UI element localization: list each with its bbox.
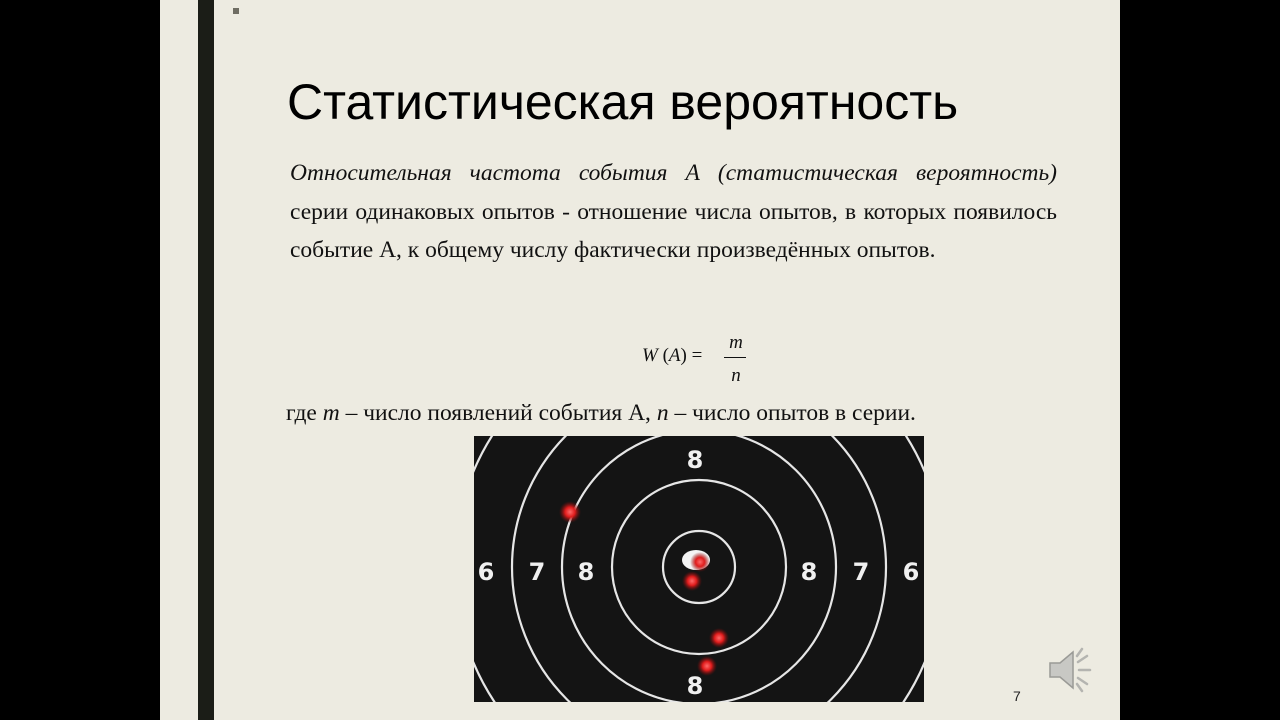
ring-label-top: 8: [686, 446, 704, 474]
slide: [160, 0, 1120, 720]
probability-formula: [642, 332, 762, 388]
ring-label-right-7: 7: [852, 558, 870, 586]
bullet-hole-5: [697, 656, 717, 676]
target-graphic: [474, 436, 924, 702]
where-var-m: m: [322, 400, 340, 426]
ring-label-right-6: 6: [902, 558, 920, 586]
ring-label-right-8: 8: [800, 558, 818, 586]
fraction-bar: [724, 357, 746, 358]
speaker-icon-graphic: [1044, 644, 1096, 696]
formula-lhs: [642, 346, 702, 365]
bullet-hole-3: [682, 571, 702, 591]
formula-open-paren: (: [657, 345, 669, 366]
shooting-target-image: [474, 436, 924, 702]
ring-label-left-8: 8: [577, 558, 595, 586]
definition-term: Относительная частота события А (статистическая вероятность): [290, 160, 1057, 186]
ring-label-bottom: 8: [686, 672, 704, 700]
ring-label-left-6: 6: [477, 558, 495, 586]
formula-denominator: n: [731, 365, 741, 386]
where-explanation: [286, 399, 916, 427]
where-m-desc: – число появлений события А,: [339, 400, 657, 426]
slide-title: Статистическая вероятность: [287, 74, 959, 130]
bullet-hole-1: [559, 501, 581, 523]
formula-close-paren: ) =: [680, 345, 703, 366]
where-var-n: n: [656, 400, 669, 426]
corner-accent-square: [233, 8, 239, 14]
definition-text: [290, 154, 1057, 270]
speaker-icon[interactable]: [1044, 644, 1096, 696]
left-accent-bar: [198, 0, 214, 720]
ring-label-left-7: 7: [528, 558, 546, 586]
definition-body: серии одинаковых опытов - отношение числа опытов, в которых появилось событие А, к общему числу фактически произведённых опытов.: [290, 198, 1057, 263]
where-prefix: где: [286, 400, 323, 426]
bullet-hole-4: [709, 628, 729, 648]
page-number: 7: [1013, 688, 1021, 704]
formula-argument: A: [668, 345, 681, 366]
formula-numerator: m: [729, 332, 743, 353]
bullet-hole-2: [690, 552, 710, 572]
formula-function: W: [642, 345, 658, 366]
where-n-desc: – число опытов в серии.: [668, 400, 916, 426]
